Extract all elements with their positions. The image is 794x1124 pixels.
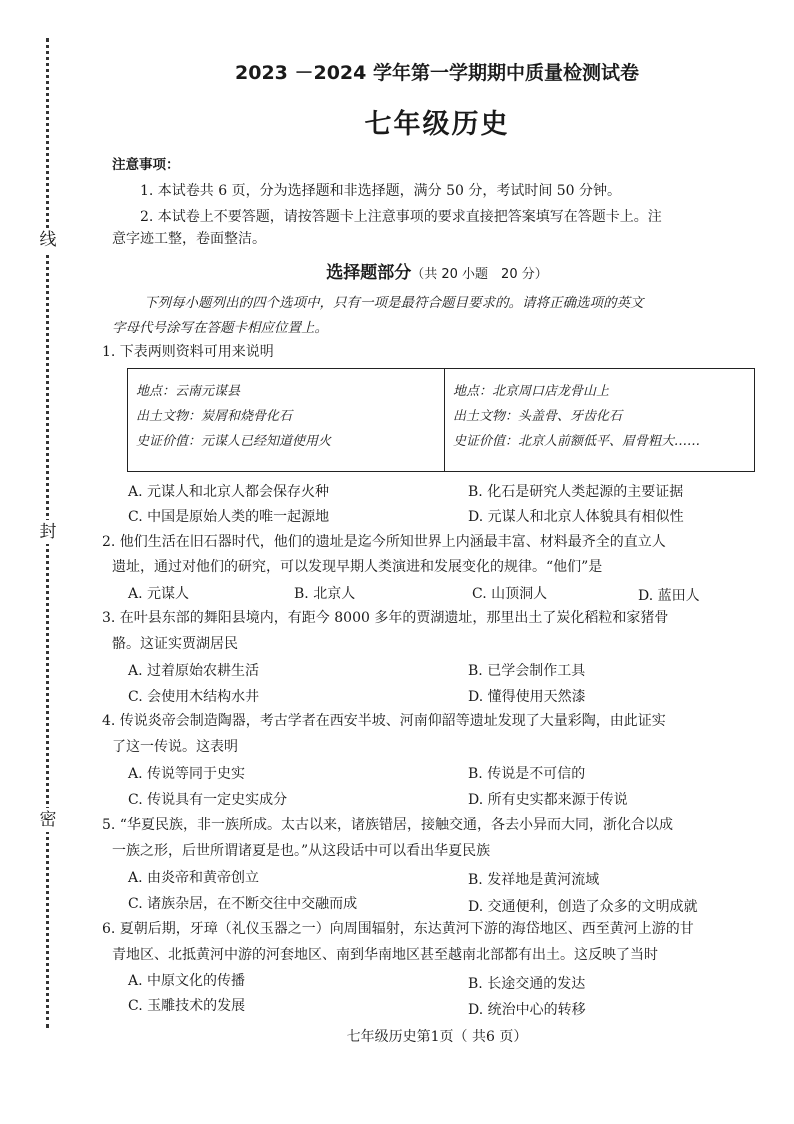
question-4-option-d: D. 所有史实都来源于传说 bbox=[468, 792, 628, 808]
question-3-option-d: D. 懂得使用天然漆 bbox=[468, 689, 586, 705]
question-5-option-b: B. 发祥地是黄河流域 bbox=[468, 872, 600, 888]
question-1-source-table bbox=[127, 368, 755, 472]
question-3-option-c: C. 会使用木结构水井 bbox=[128, 689, 260, 705]
question-1-option-d: D. 元谋人和北京人体貌具有相似性 bbox=[468, 509, 684, 525]
binding-char-mi: 密 bbox=[36, 808, 60, 832]
source-left-line: 史证价值：元谋人已经知道使用火 bbox=[136, 434, 332, 449]
question-4-stem-line-1: 4. 传说炎帝会制造陶器，考古学者在西安半坡、河南仰韶等遗址发现了大量彩陶，由此证实 bbox=[102, 713, 666, 729]
binding-char-feng: 封 bbox=[36, 520, 60, 544]
question-3-option-a: A. 过着原始农耕生活 bbox=[128, 663, 260, 679]
question-4-stem-line-2: 了这一传说。这表明 bbox=[112, 739, 238, 755]
question-2-stem-line-1: 2. 他们生活在旧石器时代，他们的遗址是迄今所知世界上内涵最丰富、材料最齐全的直立人 bbox=[102, 534, 666, 550]
binding-char-xian: 线 bbox=[36, 228, 60, 252]
question-4-option-b: B. 传说是不可信的 bbox=[468, 766, 586, 782]
source-right-line: 史证价值：北京人前额低平、眉骨粗大…… bbox=[453, 434, 701, 449]
question-6-stem-line-1: 6. 夏朝后期，牙璋（礼仪玉器之一）向周围辐射，东达黄河下游的海岱地区、西至黄河上游的甘 bbox=[102, 921, 694, 937]
exam-title: 2023 －2024 学年第一学期期中质量检测试卷 bbox=[235, 62, 639, 84]
section-count: （共 20 小题 20 分） bbox=[411, 267, 548, 282]
source-left-line: 出土文物：炭屑和烧骨化石 bbox=[136, 409, 293, 424]
question-6-option-b: B. 长途交通的发达 bbox=[468, 976, 586, 992]
question-3-option-b: B. 已学会制作工具 bbox=[468, 663, 586, 679]
subject-title: 七年级历史 bbox=[364, 109, 510, 140]
question-3-stem-line-2: 骼。这证实贾湖居民 bbox=[112, 636, 238, 652]
source-cell-right bbox=[445, 369, 755, 472]
section-instruction-line-1: 下列每小题列出的四个选项中，只有一项是最符合题目要求的。请将正确选项的英文 bbox=[144, 295, 644, 311]
question-2-option-b: B. 北京人 bbox=[294, 586, 356, 602]
notice-item-2-line-2: 意字迹工整，卷面整洁。 bbox=[112, 231, 266, 247]
question-5-option-d: D. 交通便利，创造了众多的文明成就 bbox=[468, 899, 698, 915]
question-5-stem-line-2: 一族之形，后世所谓诸夏是也。”从这段话中可以看出华夏民族 bbox=[112, 843, 491, 859]
question-5-stem-line-1: 5. “华夏民族，非一族所成。太古以来，诸族错居，接触交通，各去小异而大同，浙化合以成 bbox=[102, 817, 673, 833]
question-6-option-d: D. 统治中心的转移 bbox=[468, 1002, 586, 1018]
notice-item-1: 1. 本试卷共 6 页，分为选择题和非选择题，满分 50 分，考试时间 50 分钟。 bbox=[140, 183, 622, 199]
question-1-stem: 1. 下表两则资料可用来说明 bbox=[102, 344, 274, 360]
section-instruction-line-2: 字母代号涂写在答题卡相应位置上。 bbox=[112, 320, 328, 336]
question-5-option-a: A. 由炎帝和黄帝创立 bbox=[128, 870, 260, 886]
question-6-option-a: A. 中原文化的传播 bbox=[128, 973, 246, 989]
question-1-option-b: B. 化石是研究人类起源的主要证据 bbox=[468, 484, 684, 500]
question-4-option-c: C. 传说具有一定史实成分 bbox=[128, 792, 288, 808]
source-left-line: 地点：云南元谋县 bbox=[136, 384, 241, 399]
question-2-option-d: D. 蓝田人 bbox=[638, 588, 700, 604]
source-cell-left bbox=[128, 369, 445, 472]
section-name: 选择题部分 bbox=[326, 263, 412, 283]
page-footer: 七年级历史第1页（ 共6 页） bbox=[346, 1029, 528, 1045]
source-right-line: 地点：北京周口店龙骨山上 bbox=[453, 384, 610, 399]
section-title bbox=[112, 258, 762, 283]
question-2-option-a: A. 元谋人 bbox=[128, 586, 190, 602]
question-2-option-c: C. 山顶洞人 bbox=[472, 586, 548, 602]
question-6-option-c: C. 玉雕技术的发展 bbox=[128, 998, 246, 1014]
notice-item-2-line-1: 2. 本试卷上不要答题，请按答题卡上注意事项的要求直接把答案填写在答题卡上。注 bbox=[140, 209, 662, 225]
notice-title: 注意事项： bbox=[112, 157, 180, 173]
question-3-stem-line-1: 3. 在叶县东部的舞阳县境内，有距今 8000 多年的贾湖遗址，那里出土了炭化稻粒和家猪骨 bbox=[102, 610, 669, 626]
source-right-line: 出土文物：头盖骨、牙齿化石 bbox=[453, 409, 623, 424]
question-2-stem-line-2: 遗址，通过对他们的研究，可以发现早期人类演进和发展变化的规律。“他们”是 bbox=[112, 559, 603, 575]
question-5-option-c: C. 诸族杂居，在不断交往中交融而成 bbox=[128, 896, 358, 912]
question-4-option-a: A. 传说等同于史实 bbox=[128, 766, 246, 782]
question-1-option-a: A. 元谋人和北京人都会保存火种 bbox=[128, 484, 330, 500]
question-6-stem-line-2: 青地区、北抵黄河中游的河套地区、南到华南地区甚至越南北部都有出土。这反映了当时 bbox=[112, 947, 658, 963]
question-1-option-c: C. 中国是原始人类的唯一起源地 bbox=[128, 509, 330, 525]
